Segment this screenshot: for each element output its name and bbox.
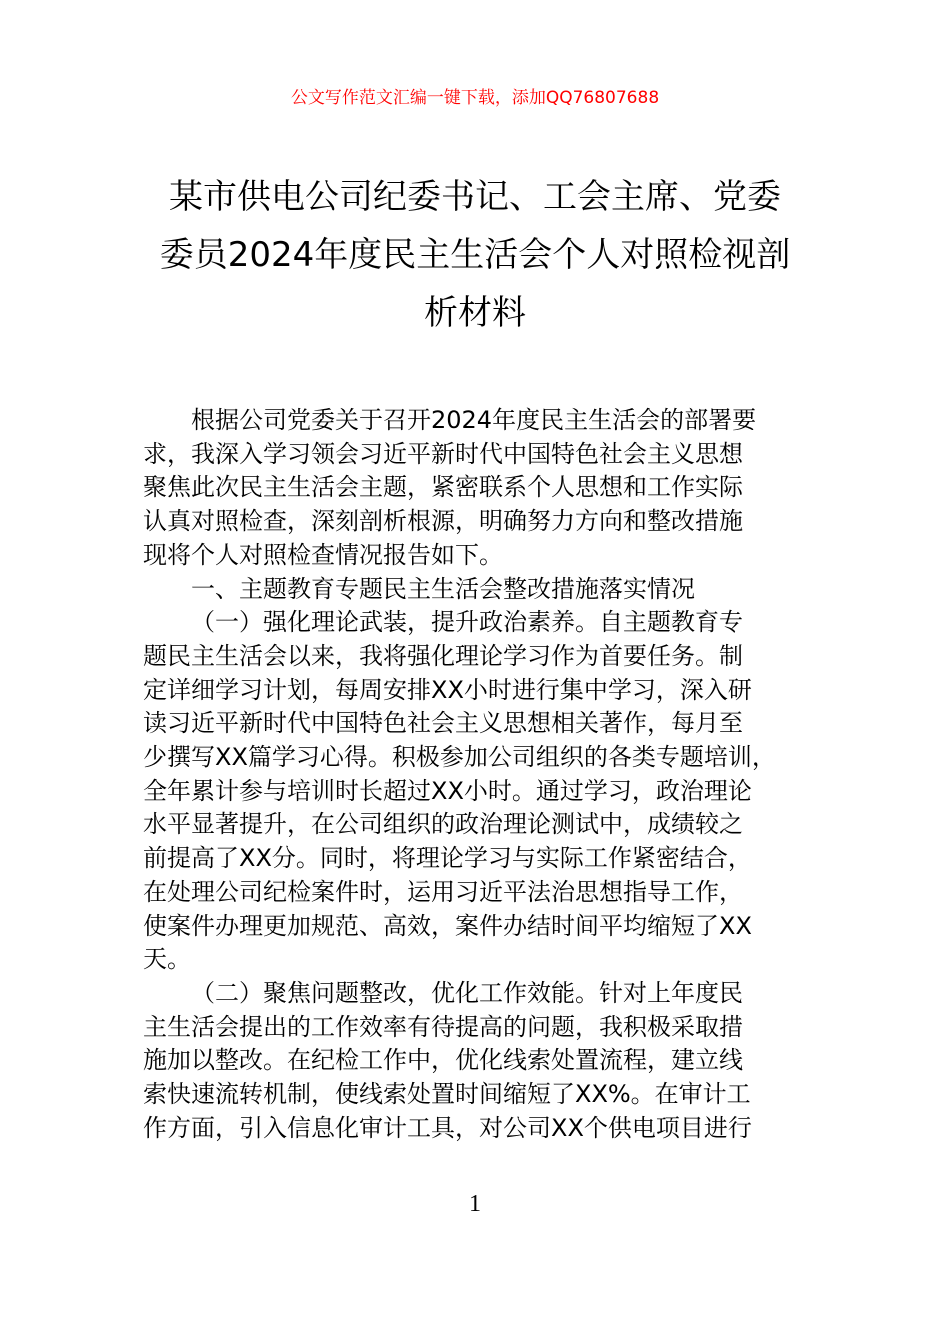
paragraph-line: 使案件办理更加规范、高效，案件办结时间平均缩短了XX [143, 911, 752, 940]
paragraph-line: 索快速流转机制，使线索处置时间缩短了XX%。在审计工 [143, 1080, 751, 1109]
paragraph-line: 根据公司党委关于召开2024年度民主生活会的部署要 [191, 406, 757, 434]
section-heading: 一、主题教育专题民主生活会整改措施落实情况 [191, 574, 695, 603]
page-number: 1 [469, 1191, 481, 1217]
paragraph-line: （二）聚焦问题整改，优化工作效能。针对上年度民 [191, 978, 743, 1007]
paragraph-line: （一）强化理论武装，提升政治素养。自主题教育专 [191, 608, 743, 637]
paragraph-line: 认真对照检查，深刻剖析根源，明确努力方向和整改措施 [143, 507, 743, 536]
title-line: 析材料 [424, 293, 526, 333]
header-promo-note: 公文写作范文汇编一键下载，添加QQ76807688 [290, 88, 660, 108]
paragraph-line: 求，我深入学习领会习近平新时代中国特色社会主义思想 [143, 439, 743, 468]
paragraph-line: 主生活会提出的工作效率有待提高的问题，我积极采取措 [143, 1012, 743, 1041]
document-title [140, 168, 810, 342]
paragraph-line: 读习近平新时代中国特色社会主义思想相关著作，每月至 [143, 709, 743, 738]
paragraph-line: 在处理公司纪检案件时，运用习近平法治思想指导工作， [143, 877, 743, 906]
paragraph-line: 作方面，引入信息化审计工具，对公司XX个供电项目进行 [143, 1113, 752, 1142]
title-line: 委员2024年度民主生活会个人对照检视剖 [159, 235, 791, 275]
document-body [143, 404, 808, 1145]
paragraph-line: 前提高了XX分。同时，将理论学习与实际工作紧密结合， [143, 844, 752, 873]
paragraph-line: 天。 [143, 945, 191, 974]
paragraph-line: 少撰写XX篇学习心得。积极参加公司组织的各类专题培训， [143, 743, 776, 772]
paragraph-line: 施加以整改。在纪检工作中，优化线索处置流程，建立线 [143, 1046, 743, 1075]
paragraph-line: 聚焦此次民主生活会主题，紧密联系个人思想和工作实际 [143, 473, 743, 502]
paragraph-line: 水平显著提升，在公司组织的政治理论测试中，成绩较之 [143, 810, 743, 839]
paragraph-line: 现将个人对照检查情况报告如下。 [143, 540, 503, 569]
paragraph-line: 题民主生活会以来，我将强化理论学习作为首要任务。制 [143, 641, 743, 670]
paragraph-line: 定详细学习计划，每周安排XX小时进行集中学习，深入研 [143, 675, 752, 704]
paragraph-line: 全年累计参与培训时长超过XX小时。通过学习，政治理论 [143, 776, 752, 805]
title-line: 某市供电公司纪委书记、工会主席、党委 [169, 177, 781, 217]
